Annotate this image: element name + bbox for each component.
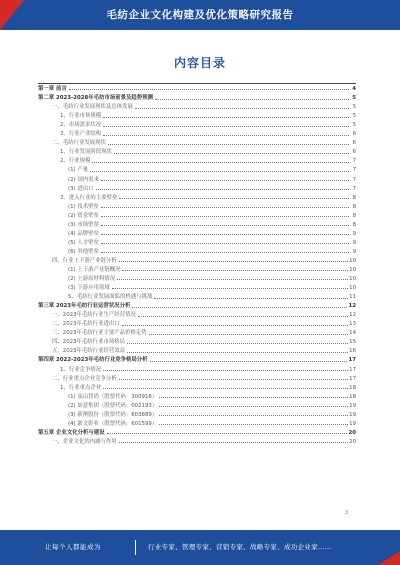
toc-entry[interactable]: [38, 400, 356, 409]
toc-entry-label: 二、毛纺行业发展现状: [52, 140, 106, 147]
footer-divider: [135, 540, 136, 555]
toc-entry-page: 5: [352, 113, 356, 120]
toc-entry[interactable]: [38, 83, 356, 92]
toc-entry[interactable]: [38, 345, 356, 354]
toc-leader-dots: [101, 207, 349, 208]
toc-entry-page: 19: [349, 420, 356, 427]
toc-entry-page: 7: [352, 176, 356, 183]
toc-entry-page: 7: [352, 167, 356, 174]
toc-leader-dots: [149, 334, 349, 335]
toc-entry-label: (2) 上游原材料情况: [68, 276, 116, 283]
toc-entry-label: (4) 浙文影业（股票代码：601599）: [68, 420, 158, 427]
toc-leader-dots: [150, 361, 348, 362]
toc-leader-dots: [112, 288, 348, 289]
toc-leader-dots: [103, 126, 349, 127]
toc-entry-page: 17: [349, 375, 356, 382]
toc-entry[interactable]: [38, 228, 356, 237]
toc-entry[interactable]: [38, 219, 356, 228]
toc-leader-dots: [127, 352, 348, 353]
toc-entry-label: (2) 资金壁垒: [68, 212, 99, 219]
toc-entry-label: 四、2023年毛纺行业市场格局: [52, 339, 126, 346]
toc-entry-label: 第三章 2023年毛纺行业运营状况分析: [38, 303, 131, 310]
toc-entry-page: 17: [348, 357, 356, 364]
toc-leader-dots: [159, 424, 348, 425]
toc-entry[interactable]: [38, 273, 356, 282]
toc-leader-dots: [101, 234, 349, 235]
toc-entry-page: 9: [352, 230, 356, 237]
toc-entry[interactable]: [38, 309, 356, 318]
toc-entry-page: 20: [349, 438, 356, 445]
toc-entry-page: 18: [349, 393, 356, 400]
toc-entry[interactable]: [38, 391, 356, 400]
toc-leader-dots: [154, 298, 348, 299]
page-number: 3: [345, 510, 349, 516]
toc-entry-label: 第一章 前言: [38, 86, 67, 93]
toc-entry-page: 6: [352, 149, 356, 156]
toc-entry-page: 8: [352, 212, 356, 219]
toc-entry-label: 第二章 2023-2028年毛纺市场前景及趋势预测: [38, 95, 153, 102]
toc-leader-dots: [119, 379, 348, 380]
toc-leader-dots: [92, 162, 349, 163]
toc-entry-page: 10: [349, 257, 356, 264]
toc-entry[interactable]: [38, 110, 356, 119]
toc-leader-dots: [138, 316, 348, 317]
toc-leader-dots: [122, 270, 348, 271]
toc-entry-page: 11: [349, 294, 356, 301]
toc-entry[interactable]: [38, 300, 356, 309]
toc-entry-label: 一、2023年毛纺行业生产经营情况: [52, 312, 136, 319]
toc-entry-label: 二、2023年毛纺行业进出口: [52, 321, 120, 328]
toc-leader-dots: [122, 325, 349, 326]
footer-slogan: 让每个人都能成为: [45, 543, 101, 551]
toc-leader-dots: [103, 388, 348, 389]
toc-entry-page: 20: [348, 429, 356, 436]
toc-entry-label: 3、进入行业的主要壁垒: [60, 194, 118, 201]
toc-leader-dots: [135, 108, 349, 109]
toc-entry[interactable]: [38, 382, 356, 391]
toc-entry[interactable]: [38, 291, 356, 300]
toc-entry[interactable]: [38, 210, 356, 219]
table-of-contents: [38, 83, 356, 445]
toc-leader-dots: [90, 171, 349, 172]
toc-entry-page: 9: [352, 239, 356, 246]
toc-entry-label: 1、行业重点企业: [60, 384, 102, 391]
toc-entry-label: 2、市场需求状况: [60, 122, 102, 129]
toc-entry-label: 1、行业竞争情况: [60, 366, 102, 373]
toc-leader-dots: [101, 252, 349, 253]
toc-entry-label: 3、行业产业结构: [60, 131, 102, 138]
toc-entry[interactable]: [38, 246, 356, 255]
toc-entry[interactable]: [38, 164, 356, 173]
toc-entry-label: (3) 进出口: [68, 185, 94, 192]
toc-entry-label: (1) 南山智尚（股票代码：300918）: [68, 393, 158, 400]
toc-entry-page: 17: [349, 366, 356, 373]
toc-entry[interactable]: [38, 354, 356, 363]
toc-entry[interactable]: [38, 282, 356, 291]
toc-entry-label: (6) 其他壁垒: [68, 248, 99, 255]
toc-entry[interactable]: [38, 418, 356, 427]
toc-entry-label: 2、行业规模: [60, 158, 91, 165]
toc-entry[interactable]: [38, 237, 356, 246]
toc-entry-page: 5: [352, 122, 356, 129]
toc-entry-label: (5) 人才壁垒: [68, 239, 99, 246]
toc-leader-dots: [119, 198, 349, 199]
header-band: [0, 0, 400, 30]
toc-leader-dots: [114, 153, 349, 154]
toc-entry-page: 12: [348, 303, 356, 310]
toc-entry-page: 13: [349, 321, 356, 328]
toc-leader-dots: [101, 216, 349, 217]
toc-entry-page: 14: [349, 330, 356, 337]
toc-entry-page: 10: [349, 276, 356, 283]
toc-leader-dots: [103, 117, 349, 118]
toc-leader-dots: [119, 442, 348, 443]
toc-leader-dots: [103, 135, 349, 136]
toc-entry-label: (1) 技术壁垒: [68, 203, 99, 210]
toc-entry-label: (1) 上下游产业链概况: [68, 266, 121, 273]
toc-leader-dots: [155, 99, 349, 100]
toc-entry[interactable]: [38, 318, 356, 327]
toc-entry-label: (2) 如意集团（股票代码：002193）: [68, 402, 158, 409]
toc-entry[interactable]: [38, 336, 356, 345]
toc-entry[interactable]: [38, 173, 356, 182]
toc-entry-page: 7: [352, 158, 356, 165]
toc-entry-label: (3) 市场壁垒: [68, 221, 99, 228]
toc-entry-label: 1、行业发展阶段现状: [60, 149, 112, 156]
toc-entry-label: 三、2023年毛纺行业主要产品价格走势: [52, 330, 147, 337]
toc-entry-label: 四、行业上下游产业链分析: [52, 257, 117, 264]
toc-entry-label: (3) 下游应用领域: [68, 285, 110, 292]
toc-leader-dots: [103, 370, 348, 371]
toc-entry[interactable]: [38, 409, 356, 418]
toc-entry[interactable]: [38, 101, 356, 110]
toc-entry-label: 一、毛纺行业发展现状及总体发展: [52, 104, 133, 111]
toc-entry-label: (2) 国内需求: [68, 176, 99, 183]
footer-red-corner: [378, 551, 400, 565]
toc-entry[interactable]: [38, 192, 356, 201]
toc-leader-dots: [132, 307, 347, 308]
toc-entry-label: 第五章 企业文化分析与建设: [38, 429, 105, 436]
toc-leader-dots: [69, 89, 349, 90]
toc-entry-page: 8: [352, 203, 356, 210]
toc-leader-dots: [117, 279, 348, 280]
toc-entry-label: (3) 新澳股份（股票代码：603889）: [68, 411, 158, 418]
toc-entry-label: 1、行业市场规模: [60, 113, 102, 120]
toc-entry-page: 5: [352, 95, 356, 102]
toc-entry[interactable]: [38, 255, 356, 264]
toc-leader-dots: [127, 343, 348, 344]
toc-entry-page: 8: [352, 194, 356, 201]
toc-entry-page: 19: [349, 411, 356, 418]
toc-leader-dots: [108, 144, 349, 145]
toc-entry-page: 6: [352, 140, 356, 147]
toc-entry-page: 6: [352, 131, 356, 138]
toc-entry-page: 16: [349, 348, 356, 355]
toc-leader-dots: [159, 415, 348, 416]
toc-entry[interactable]: [38, 137, 356, 146]
toc-entry-label: 5、毛纺行业发展面临的机遇与挑战: [68, 294, 153, 301]
toc-entry[interactable]: [38, 327, 356, 336]
toc-entry-page: 4: [352, 86, 356, 93]
toc-leader-dots: [159, 406, 348, 407]
toc-entry-page: 10: [349, 266, 356, 273]
toc-entry-page: 10: [349, 285, 356, 292]
toc-entry[interactable]: [38, 146, 356, 155]
toc-entry-page: 12: [349, 312, 356, 319]
toc-entry-label: 五、2023年毛纺行业经营效益: [52, 348, 126, 355]
toc-entry-label: 一、企业文化的内涵与作用: [52, 438, 117, 445]
toc-leader-dots: [101, 225, 349, 226]
toc-entry[interactable]: [38, 427, 356, 436]
toc-entry-page: 5: [352, 104, 356, 111]
toc-entry[interactable]: [38, 183, 356, 192]
toc-leader-dots: [107, 433, 348, 434]
footer-band: [0, 530, 400, 565]
toc-entry[interactable]: [38, 201, 356, 210]
toc-entry-label: 第四章 2022-2023年毛纺行业竞争格局分析: [38, 357, 148, 364]
toc-entry[interactable]: [38, 155, 356, 164]
toc-entry-label: (1) 产量: [68, 167, 89, 174]
toc-leader-dots: [101, 180, 349, 181]
report-title: 毛纺企业文化构建及优化策略研究报告: [106, 9, 294, 21]
footer-tagline: 行业专家、管理专家、营销专家、战略专家、成功企业家……: [148, 543, 332, 551]
toc-leader-dots: [159, 397, 348, 398]
toc-entry-page: 15: [349, 339, 356, 346]
toc-entry[interactable]: [38, 373, 356, 382]
toc-entry-label: (4) 品牌壁垒: [68, 230, 99, 237]
toc-entry[interactable]: [38, 128, 356, 137]
toc-entry[interactable]: [38, 436, 356, 445]
toc-leader-dots: [119, 261, 348, 262]
toc-entry[interactable]: [38, 264, 356, 273]
toc-entry-page: 18: [349, 384, 356, 391]
toc-entry-page: 19: [349, 402, 356, 409]
toc-entry-page: 8: [352, 221, 356, 228]
toc-entry[interactable]: [38, 363, 356, 372]
toc-entry[interactable]: [38, 119, 356, 128]
toc-leader-dots: [96, 189, 349, 190]
toc-entry-label: 二、行业重点企业竞争分析: [52, 375, 117, 382]
toc-heading: 内容目录: [173, 56, 226, 70]
toc-entry[interactable]: [38, 92, 356, 101]
toc-entry-page: 7: [352, 185, 356, 192]
toc-leader-dots: [101, 243, 349, 244]
toc-entry-page: 9: [352, 248, 356, 255]
